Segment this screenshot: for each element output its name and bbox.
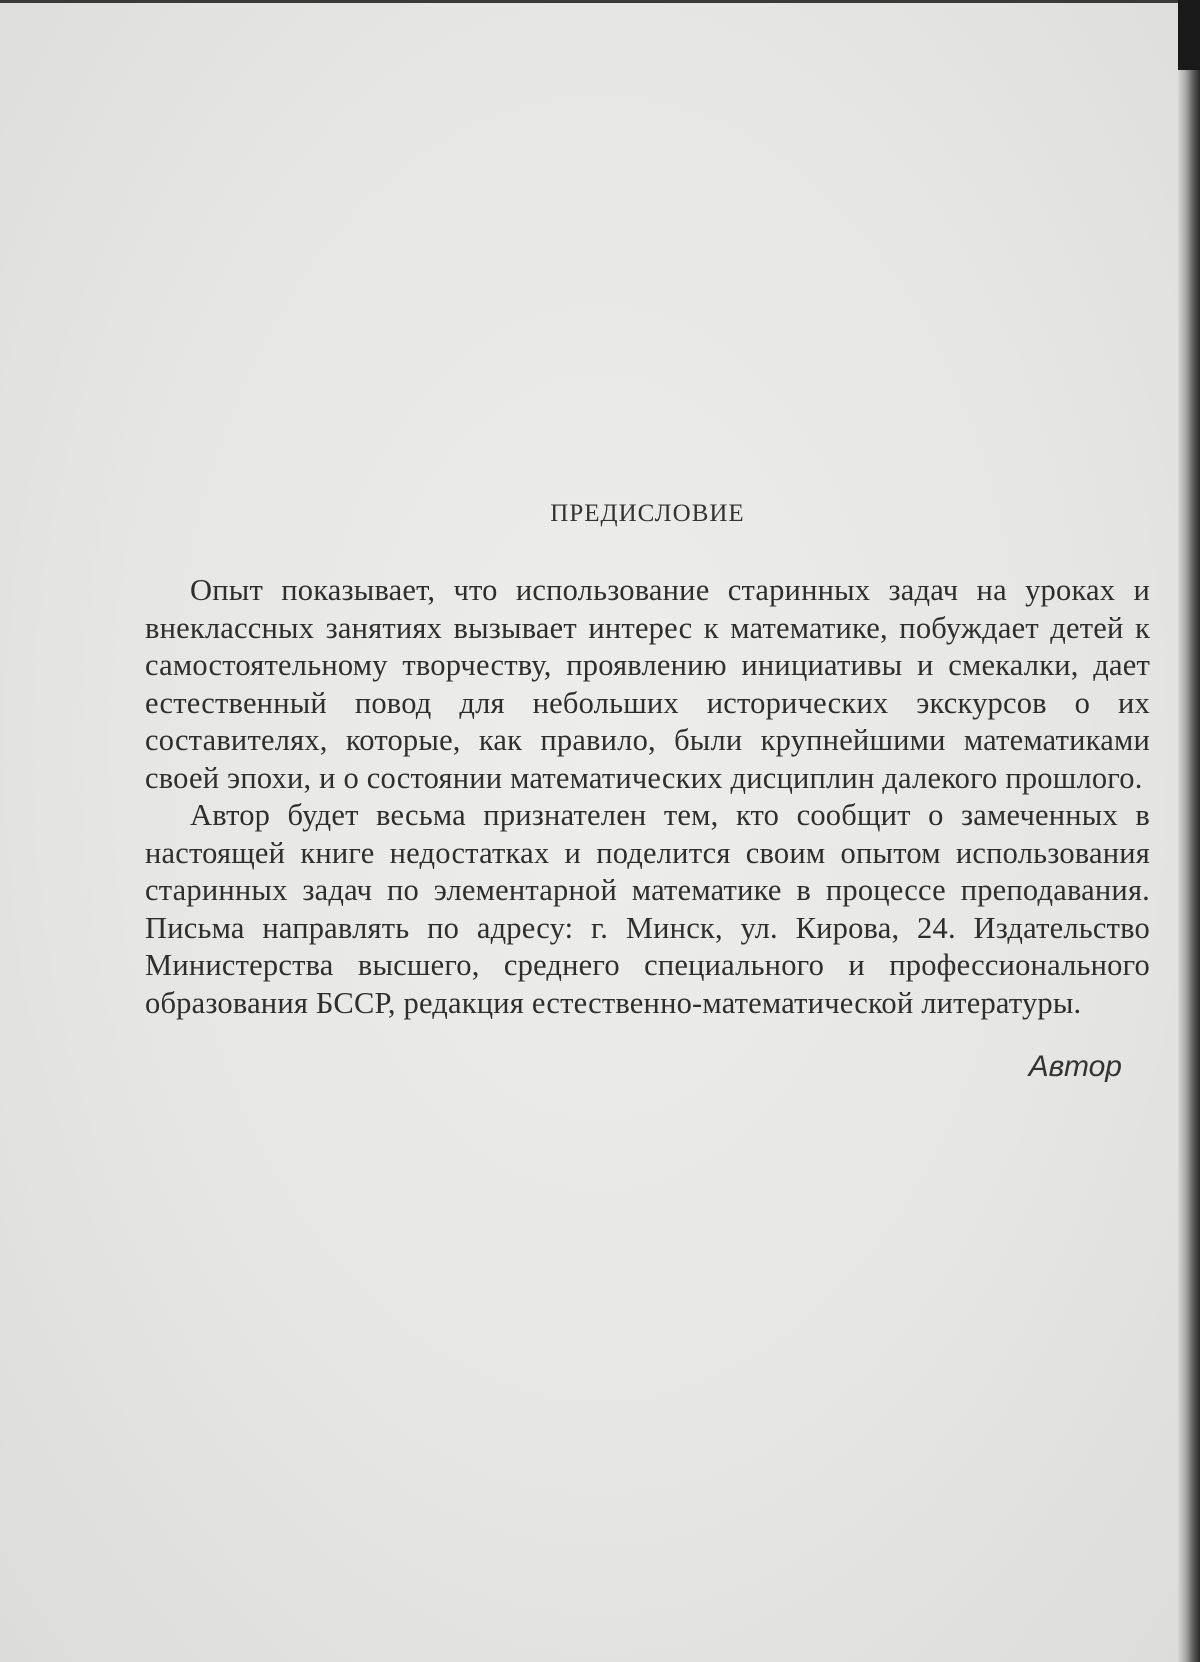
preface-content [145, 500, 1150, 1084]
page-top-edge [0, 0, 1180, 3]
author-signature: Автор [1028, 1050, 1122, 1083]
preface-paragraph-1: Опыт показывает, что использование старинных задач на уроках и внеклассных занятиях вызывает интерес к математике, побуждает детей к самостоятельному творчеству, проявлению инициативы и смекалки, дает естественный повод для небольших исторических экскурсов о их составителях, которые, как правило, были крупнейшими математиками своей эпохи, и о состоянии математических дисциплин далекого прошлого. [145, 573, 1150, 795]
book-spine-corner [1178, 0, 1200, 70]
book-spine-shadow [1178, 0, 1200, 1662]
preface-paragraph-2: Автор будет весьма признателен тем, кто сообщит о замеченных в настоящей книге недостатках и поделится своим опытом использования старинных задач по элементарной математике в процессе преподавания. Письма направлять по адресу: г. Минск, ул. Кирова, 24. Издательство Министерства высшего, среднего специального и профессионального образования БССР, редакция естественно-математической литературы. [145, 798, 1150, 1020]
preface-title: ПРЕДИСЛОВИЕ [550, 500, 745, 527]
